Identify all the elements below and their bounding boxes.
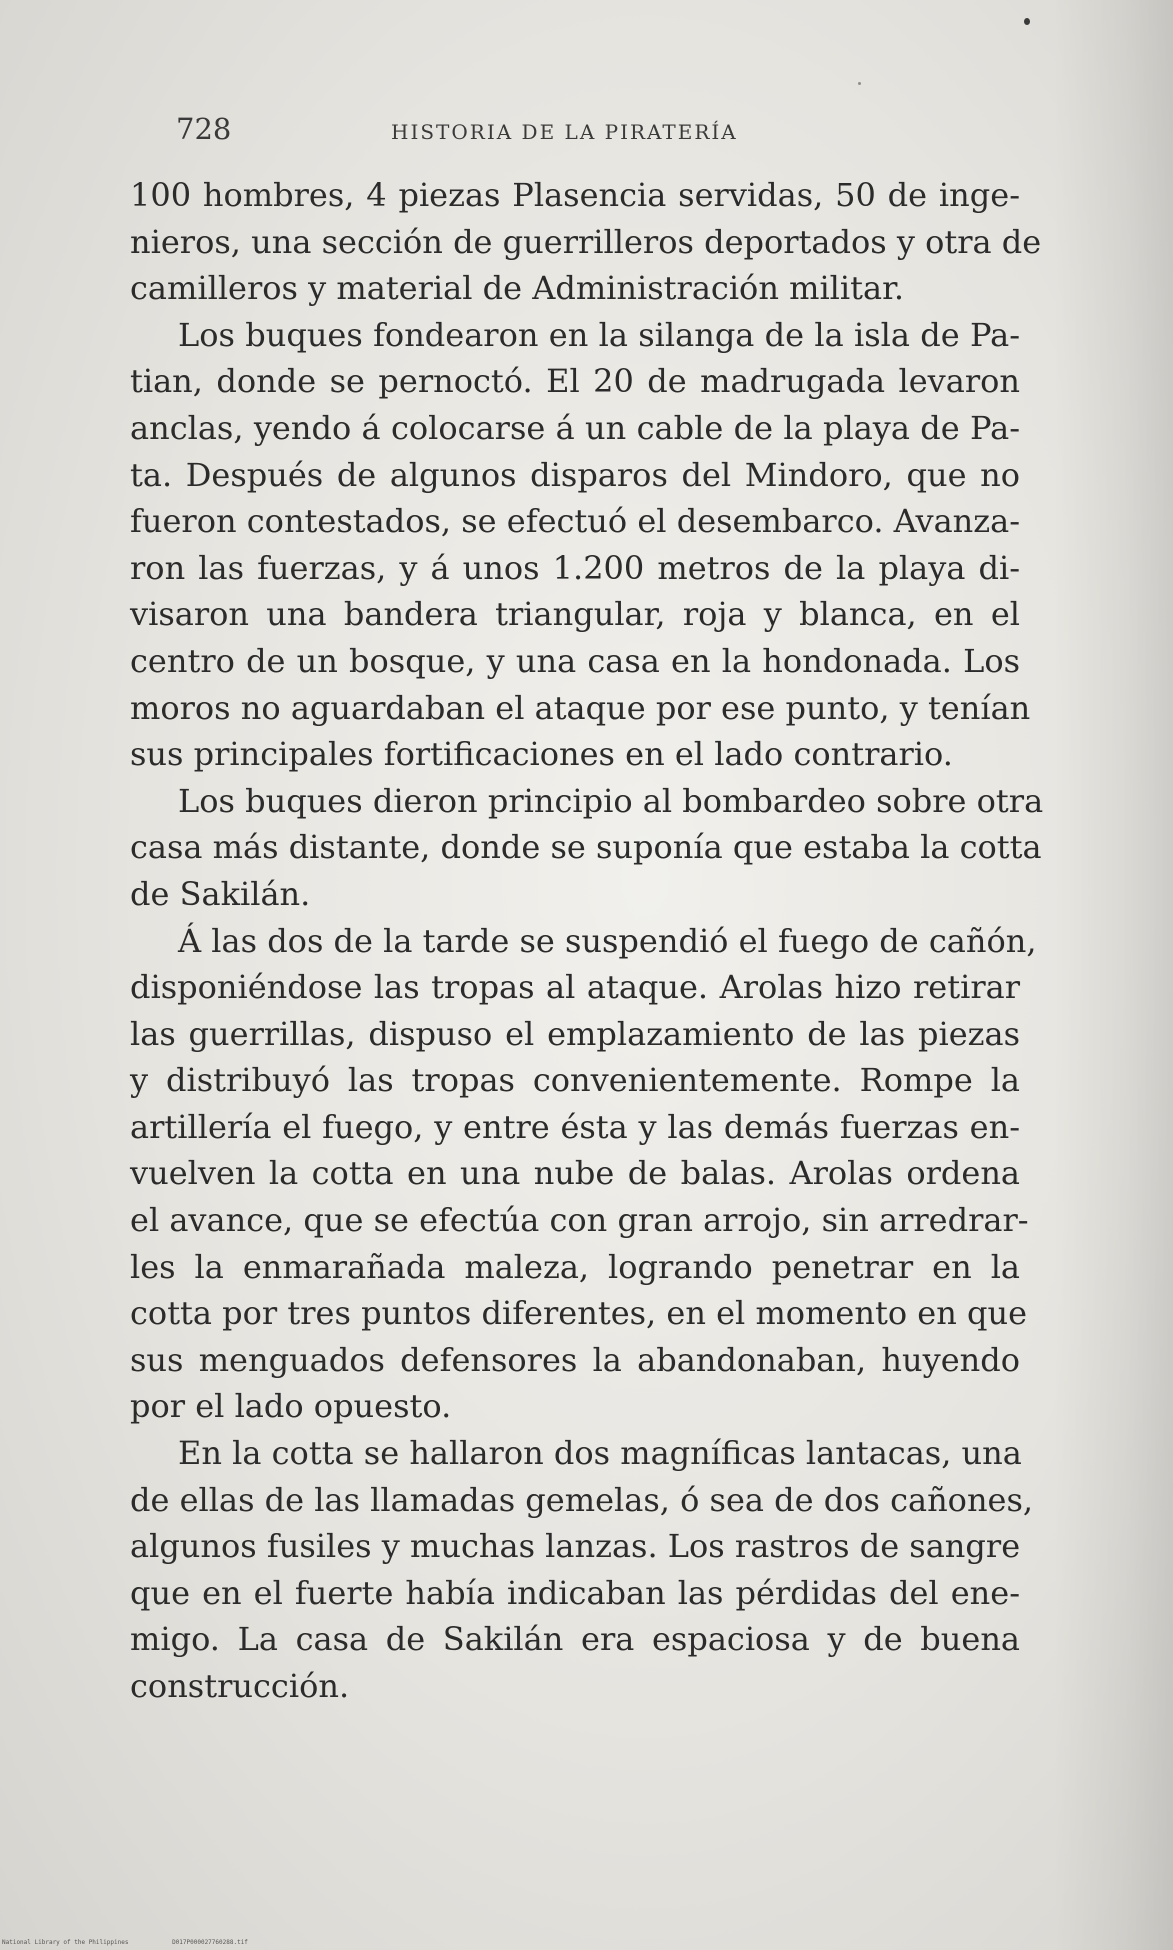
text-line: disponiéndose las tropas al ataque. Arolas hizo retirar (130, 968, 1020, 1007)
text-line: casa más distante, donde se suponía que estaba la cotta (130, 828, 1042, 867)
library-credit: National Library of the Philippines (2, 1939, 129, 1946)
text-line: anclas, yendo á colocarse á un cable de la playa de Pa- (130, 408, 1020, 447)
text-line: tian, donde se pernoctó. El 20 de madrugada levaron (130, 362, 1020, 401)
scan-id: D017P000027760288.tif (172, 1939, 248, 1946)
scan-footer (2, 1939, 288, 1946)
text-line: construcción. (130, 1667, 350, 1705)
paragraph (130, 172, 1042, 312)
text-line: de ellas de las llamadas gemelas, ó sea de dos cañones, (130, 1480, 1034, 1519)
text-line: de Sakilán. (130, 874, 311, 913)
paragraph (130, 778, 1044, 918)
text-line: moros no aguardaban el ataque por ese punto, y tenían (130, 688, 1031, 727)
text-line: por el lado opuesto. (130, 1387, 452, 1426)
text-line: algunos fusiles y muchas lanzas. Los rastros de sangre (130, 1527, 1021, 1566)
text-line: visaron una bandera triangular, roja y blanca, en el (130, 595, 1020, 634)
text-line: y distribuyó las tropas convenientemente. Rompe la (130, 1061, 1020, 1100)
page-edge-shadow (1053, 0, 1173, 1950)
text-line: sus menguados defensores la abandonaban, huyendo (130, 1340, 1020, 1379)
paragraph (130, 1430, 1034, 1710)
page-number: 728 (176, 112, 232, 146)
text-line: Los buques dieron principio al bombardeo sobre otra (178, 781, 1044, 820)
text-line: Los buques fondearon en la silanga de la isla de Pa- (178, 315, 1020, 354)
text-line: camilleros y material de Administración militar. (130, 269, 905, 308)
text-line: artillería el fuego, y entre ésta y las demás fuerzas en- (130, 1107, 1020, 1146)
text-line: 100 hombres, 4 piezas Plasencia servidas, 50 de inge- (130, 176, 1020, 214)
text-line: ron las fuerzas, y á unos 1.200 metros de la playa di- (130, 548, 1020, 587)
body-text (130, 172, 1044, 1710)
text-line: centro de un bosque, y una casa en la hondonada. Los (130, 641, 1020, 680)
running-head: HISTORIA DE LA PIRATERÍA (391, 120, 738, 144)
text-line: Á las dos de la tarde se suspendió el fuego de cañón, (178, 921, 1037, 960)
text-line: sus principales fortificaciones en el lado contrario. (130, 735, 953, 774)
text-line: que en el fuerte había indicaban las pérdidas del ene- (130, 1573, 1020, 1612)
text-line: En la cotta se hallaron dos magníficas lantacas, una (178, 1434, 1022, 1473)
ink-speck (1024, 18, 1030, 25)
text-line: vuelven la cotta en una nube de balas. Arolas ordena (130, 1154, 1020, 1193)
text-line: el avance, que se efectúa con gran arrojo, sin arredrar- (130, 1201, 1029, 1240)
text-line: las guerrillas, dispuso el emplazamiento de las piezas (130, 1014, 1020, 1053)
ink-speck (858, 82, 861, 85)
text-line: ta. Después de algunos disparos del Mindoro, que no (130, 455, 1020, 494)
text-line: cotta por tres puntos diferentes, en el momento en que (130, 1294, 1027, 1333)
text-line: les la enmarañada maleza, logrando penetrar en la (130, 1247, 1020, 1286)
paragraph (130, 918, 1037, 1431)
text-line: fueron contestados, se efectuó el desembarco. Avanza- (130, 502, 1020, 541)
paragraph (130, 312, 1031, 778)
text-line: nieros, una sección de guerrilleros deportados y otra de (130, 222, 1042, 261)
page-header (176, 112, 796, 152)
text-line: migo. La casa de Sakilán era espaciosa y de buena (130, 1620, 1020, 1659)
